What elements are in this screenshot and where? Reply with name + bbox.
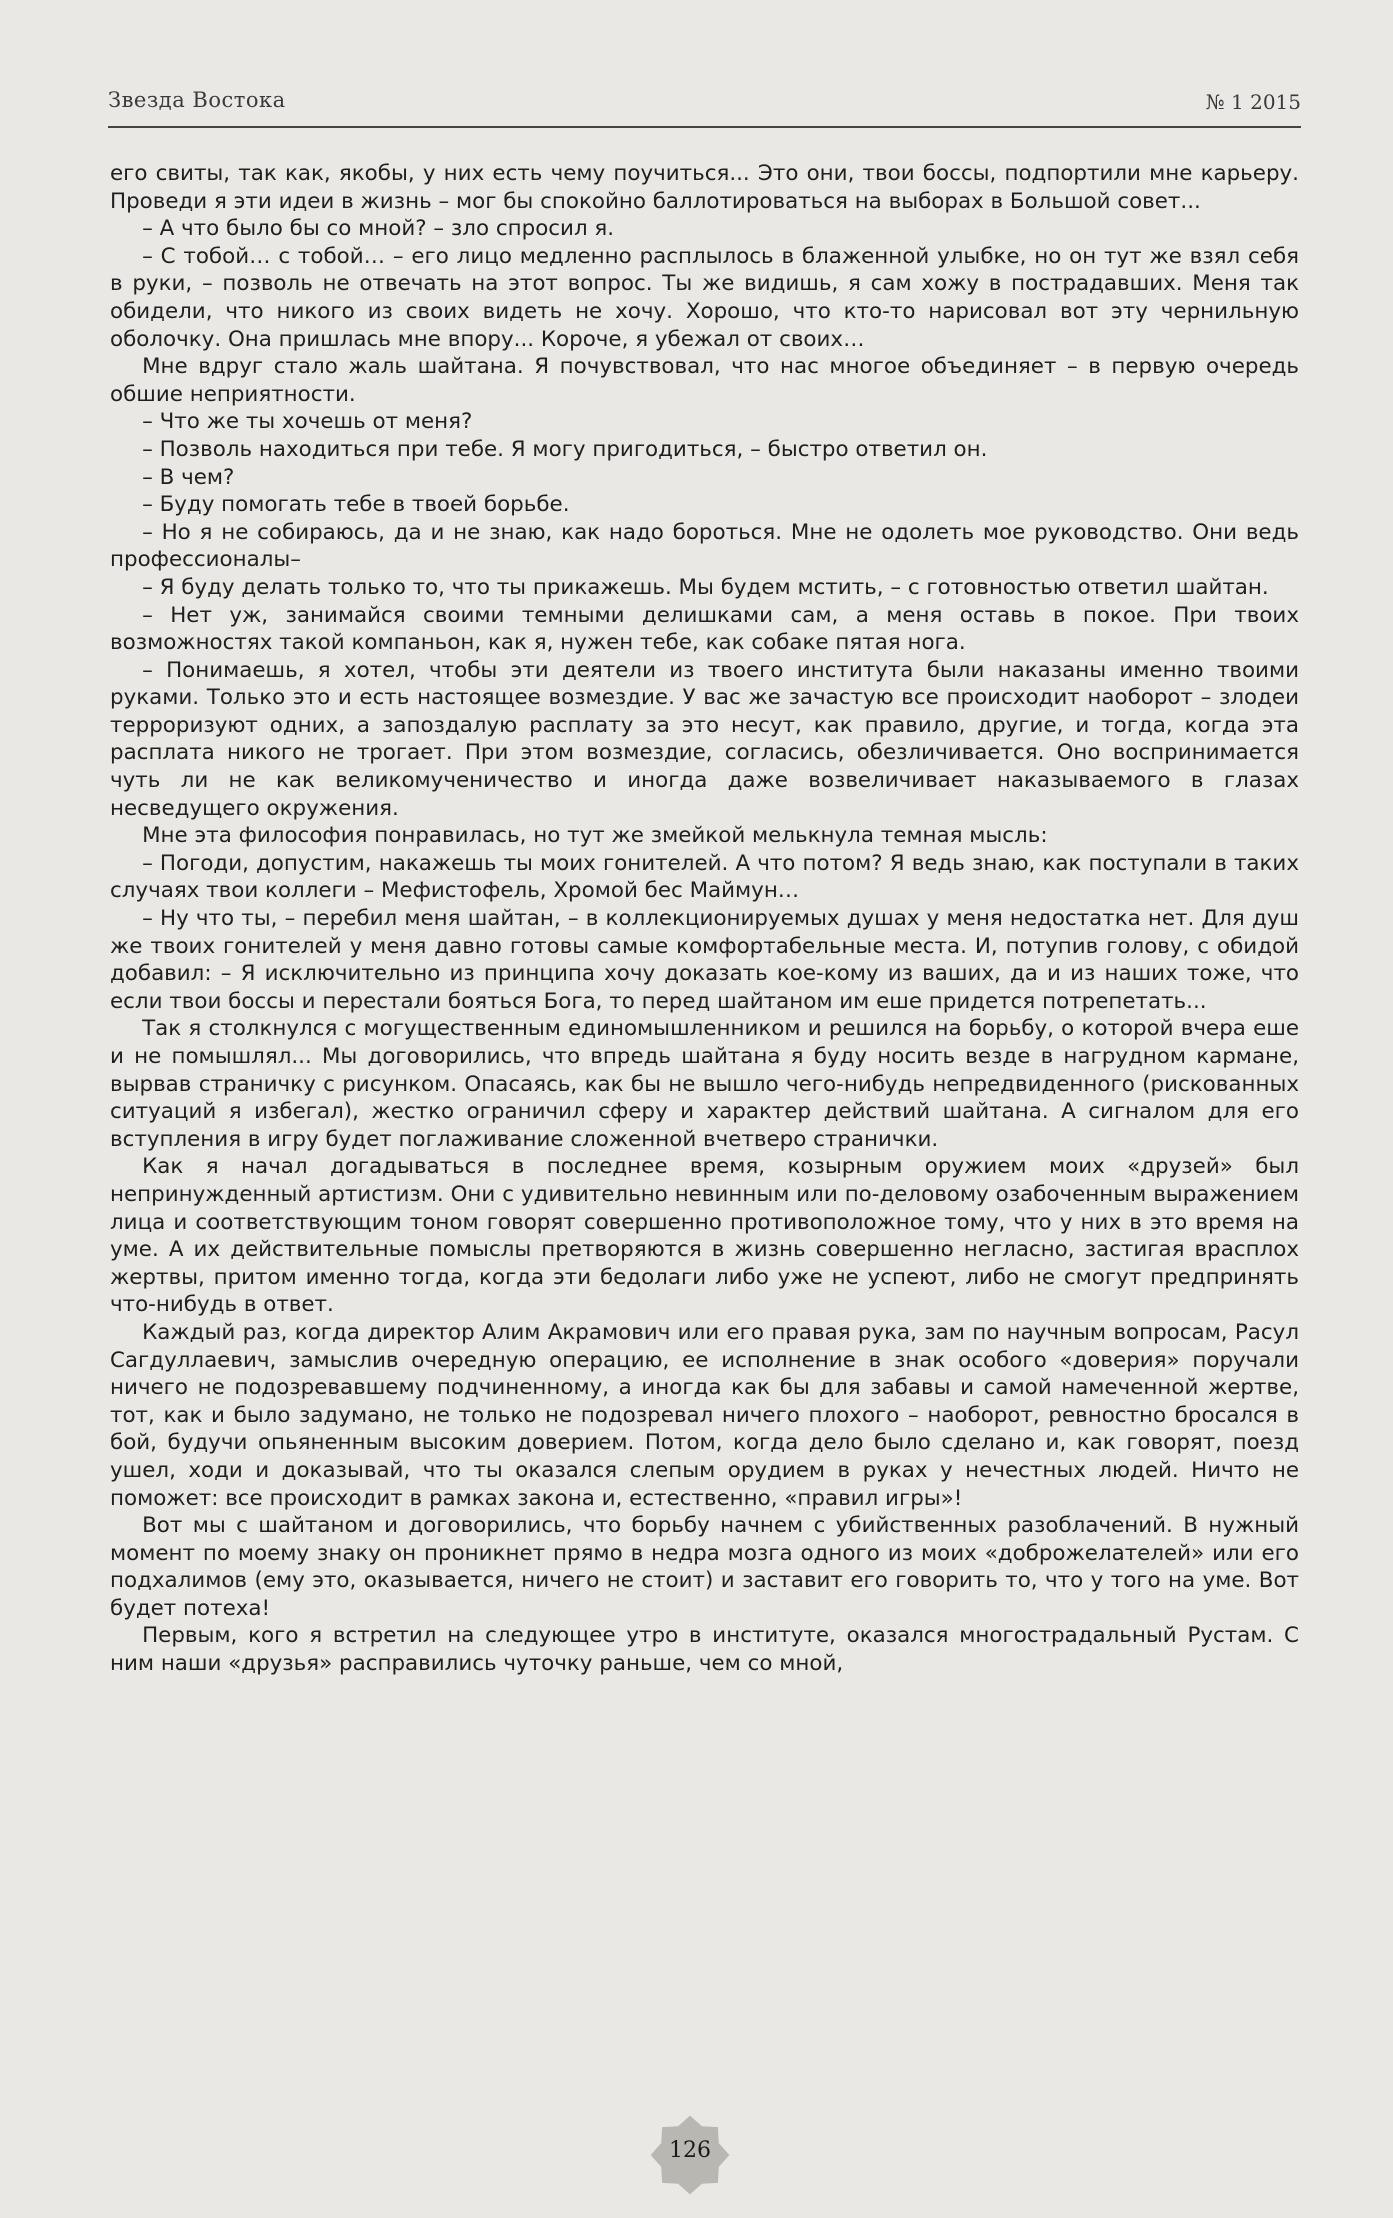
paragraph: – Нет уж, занимайся своими темными делишками сам, а меня оставь в покое. При твоих возможностях такой компаньон, как я, нужен тебе, как собаке пятая нога. xyxy=(110,602,1299,656)
page-footer xyxy=(0,2110,1393,2200)
paragraph: – А что было бы со мной? – зло спросил я. xyxy=(142,216,615,242)
paragraph: – Но я не собираюсь, да и не знаю, как надо бороться. Мне не одолеть мое руководство. Они ведь профессионалы– xyxy=(110,519,1299,573)
paragraph: – Позволь находиться при тебе. Я могу пригодиться, – быстро ответил он. xyxy=(142,436,988,462)
paragraph: Мне вдруг стало жаль шайтана. Я почувствовал, что нас многое объединяет – в первую очередь обшие неприятности. xyxy=(110,354,1299,407)
paragraph: Мне эта философия понравилась, но тут же змейкой мелькнула темная мысль: xyxy=(142,823,1048,849)
page-number: 126 xyxy=(669,2138,711,2163)
issue-number: № 1 2015 xyxy=(1205,90,1301,114)
paragraph: Каждый раз, когда директор Алим Акрамович или его правая рука, зам по научным вопросам, Расул Сагдуллаевич, замыслив очередную операцию, ее исполнение в знак особого «доверия» поручали ничего не подозревавшему подчиненному, а иногда как бы для забавы и самой намеченной жертве, тот, как и было задумано, не только не подозревал ничего плохого – наоборот, ревностно бросался в бой, будучи опьяненным высоким доверием. Потом, когда дело было сделано и, как говорят, поезд ушел, ходи и доказывай, что ты оказался слепым орудием в руках у нечестных людей. Ничто не поможет: все происходит в рамках закона и, естественно, «правил игры»! xyxy=(110,1319,1299,1511)
paragraph: – Понимаешь, я хотел, чтобы эти деятели из твоего института были наказаны именно твоими руками. Только это и есть настоящее возмездие. У вас же зачастую все происходит наоборот – злодеи терроризуют одних, а запоздалую расплату за это несут, как правило, другие, и тогда, когда эта расплата никого не трогает. При этом возмездие, согласись, обезличивается. Оно воспринимается чуть ли не как великомученичество и иногда даже возвеличивает наказываемого в глазах несведущего окружения. xyxy=(110,657,1299,821)
paragraph: его свиты, так как, якобы, у них есть чему поучиться... Это они, твои боссы, подпортили мне карьеру. Проведи я эти идеи в жизнь – мог бы спокойно баллотироваться на выборах в Большой совет... xyxy=(110,161,1299,214)
paragraph: – Что же ты хочешь от меня? xyxy=(142,409,473,435)
paragraph: Так я столкнулся с могущественным единомышленником и решился на борьбу, о которой вчера еше и не помышлял... Мы договорились, что впредь шайтана я буду носить везде в нагрудном кармане, вырвав страничку с рисунком. Опасаясь, как бы не вышло чего-нибудь непредвиденного (рискованных ситуаций я избегал), жестко ограничил сферу и характер действий шайтана. А сигналом для его вступления в игру будет поглаживание сложенной вчетверо странички. xyxy=(110,1016,1299,1152)
paragraph: – Ну что ты, – перебил меня шайтан, – в коллекционируемых душах у меня недостатка нет. Для душ же твоих гонителей у меня давно готовы самые комфортабельные места. И, потупив голову, с обидой добавил: – Я исключительно из принципа хочу доказать кое-кому из ваших, да и из наших тоже, что если твои боссы и перестали бояться Бога, то перед шайтаном им еше придется потрепетать... xyxy=(110,906,1299,1014)
paragraph: Первым, кого я встретил на следующее утро в институте, оказался многострадальный Рустам. С ним наши «друзья» расправились чуточку раньше, чем со мной, xyxy=(110,1623,1299,1677)
paragraph: – Погоди, допустим, накажешь ты моих гонителей. А что потом? Я ведь знаю, как поступали в таких случаях твои коллеги – Мефистофель, Хромой бес Маймун… xyxy=(110,850,1299,904)
paragraph: Вот мы с шайтаном и договорились, что борьбу начнем с убийственных разоблачений. В нужный момент по моему знаку он проникнет прямо в недра мозга одного из моих «доброжелателей» или его подхалимов (ему это, оказывается, ничего не стоит) и заставит его говорить то, что у того на уме. Вот будет потеха! xyxy=(110,1513,1299,1621)
article-body xyxy=(110,160,1299,1678)
paragraph: – С тобой… с тобой… – его лицо медленно расплылось в блаженной улыбке, но он тут же взял себя в руки, – позволь не отвечать на этот вопрос. Ты же видишь, я сам хожу в пострадавших. Меня так обидели, что никого из своих видеть не хочу. Хорошо, что кто-то нарисовал вот эту чернильную оболочку. Она пришлась мне впору... Короче, я убежал от своих… xyxy=(110,243,1299,352)
paragraph: Как я начал догадываться в последнее время, козырным оружием моих «друзей» был непринужденный артистизм. Они с удивительно невинным или по-деловому озабоченным выражением лица и соответствующим тоном говорят совершенно противоположное тому, что у них в это время на уме. А их действительные помыслы претворяются в жизнь совершенно негласно, застигая врасплох жертвы, притом именно тогда, когда эти бедолаги либо уже не успеют, либо не смогут предпринять что-нибудь в ответ. xyxy=(110,1154,1299,1318)
journal-title: Звезда Востока xyxy=(108,88,286,112)
paragraph: – Буду помогать тебе в твоей борьбе. xyxy=(142,492,570,518)
paragraph: – Я буду делать только то, что ты прикажешь. Мы будем мстить, – с готовностью ответил шайтан. xyxy=(142,574,1269,600)
running-header xyxy=(108,74,1301,128)
paragraph: – В чем? xyxy=(142,464,235,490)
